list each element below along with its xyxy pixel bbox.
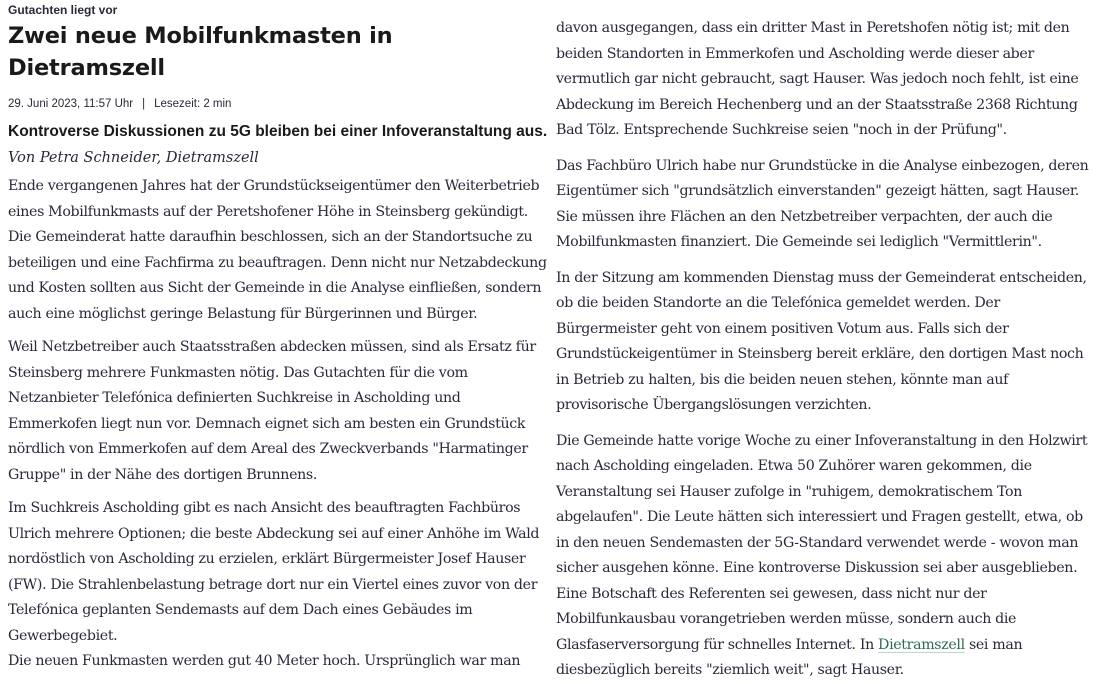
dietramszell-link[interactable]: Dietramszell	[878, 636, 965, 653]
paragraph-text: sei man diesbezüglich bereits "ziemlich weit", sagt Hauser.	[556, 636, 1023, 678]
meta-separator: |	[142, 98, 146, 110]
article-kicker: Gutachten liegt vor	[8, 3, 118, 17]
article-title: Zwei neue Mobilfunkmasten in Dietramszell	[8, 23, 393, 81]
reading-time: Lesezeit: 2 min	[154, 98, 232, 110]
article-author: Von Petra Schneider, Dietramszell	[8, 150, 259, 166]
paragraph: Weil Netzbetreiber auch Staatsstraßen abdecken müssen, sind als Ersatz für Steinsberg mehrere Funkmasten nötig. Das Gutachten für die vom Netzanbieter Telefónica definierten Suchkreise in Ascholding und Emmerkofen liegt nun vor. Demnach eignet sich am besten ein Grundstück nördlich von Emmerkofen auf dem Areal des Zweckverbands "Harmatinger Gruppe" in der Nähe des dortigen Brunnens.	[8, 339, 536, 483]
paragraph: In der Sitzung am kommenden Dienstag muss der Gemeinderat entscheiden, ob die beiden Standorte an die Telefónica gemeldet werden. Der Bürgermeister geht von einem positiven Votum aus. Falls sich der Grundstückeigentümer in Steinsberg bereit erkläre, den dortigen Mast noch in Betrieb zu halten, bis die beiden neuen stehen, könnte man auf provisorische Übergangslösungen verzichten.	[556, 269, 1087, 413]
paragraph: Das Fachbüro Ulrich habe nur Grundstücke in die Analyse einbezogen, deren Eigentümer sich "grundsätzlich einverstanden" gezeigt hätten, sagt Hauser. Sie müssen ihre Flächen an den Netzbetreiber verpachten, der auch die Mobilfunkmasten finanziert. Die Gemeinde sei lediglich "Vermittlerin".	[556, 157, 1089, 250]
article-column-right	[556, 0, 1096, 684]
article-meta	[8, 96, 548, 112]
paragraph: Ende vergangenen Jahres hat der Grundstückseigentümer den Weiterbetrieb eines Mobilfunkmasts auf der Peretshofener Höhe in Steinsberg gekündigt. Die Gemeinderat hatte daraufhin beschlossen, sich an der Standortsuche zu beteiligen und eine Fachfirma zu beauftragen. Denn nicht nur Netzabdeckung und Kosten sollten aus Sicht der Gemeinde in die Analyse einfließen, sondern auch eine möglichst geringe Belastung für Bürgerinnen und Bürger.	[8, 178, 547, 322]
paragraph-text: Die Gemeinde hatte vorige Woche zu einer Infoveranstaltung in den Holzwirt nach Ascholding eingeladen. Etwa 50 Zuhörer waren gekommen, die Veranstaltung sei Hauser zufolge in "ruhigem, demokratischem Ton abgelaufen". Die Leute hätten sich interessiert und Fragen gestellt, etwa, ob in den neuen Sendemasten der 5G-Standard verwendet werde - wovon man sicher ausgehen könne. Eine kontroverse Diskussion sei aber ausgeblieben. Eine Botschaft des Referenten sei gewesen, dass nicht nur der Mobilfunkausbau vorangetrieben werden müsse, sondern auch die Glasfaserversorgung für schnelles Internet. In	[556, 432, 1088, 653]
article-column-left	[8, 0, 548, 675]
paragraph-with-link	[556, 429, 1096, 684]
article-teaser: Kontroverse Diskussionen zu 5G bleiben bei einer Infoveranstaltung aus.	[8, 123, 548, 140]
publish-date: 29. Juni 2023, 11:57 Uhr	[8, 98, 134, 110]
paragraph: Im Suchkreis Ascholding gibt es nach Ansicht des beauftragten Fachbüros Ulrich mehrere Optionen; die beste Abdeckung sei auf einer Anhöhe im Wald nordöstlich von Ascholding zu erzielen, erklärt Bürgermeister Josef Hauser (FW). Die Strahlenbelastung betrage dort nur ein Viertel eines zuvor von der Telefónica geplanten Sendemasts auf dem Dach eines Gebäudes im Gewerbegebiet.	[8, 500, 540, 644]
paragraph: Die neuen Funkmasten werden gut 40 Meter hoch. Ursprünglich war man	[8, 653, 521, 669]
paragraph: davon ausgegangen, dass ein dritter Mast in Peretshofen nötig ist; mit den beiden Standorten in Emmerkofen und Ascholding werde dieser aber vermutlich gar nicht gebraucht, sagt Hauser. Was jedoch noch fehlt, ist eine Abdeckung im Bereich Hechenberg und an der Staatsstraße 2368 Richtung Bad Tölz. Entsprechende Suchkreise seien "noch in der Prüfung".	[556, 20, 1079, 138]
